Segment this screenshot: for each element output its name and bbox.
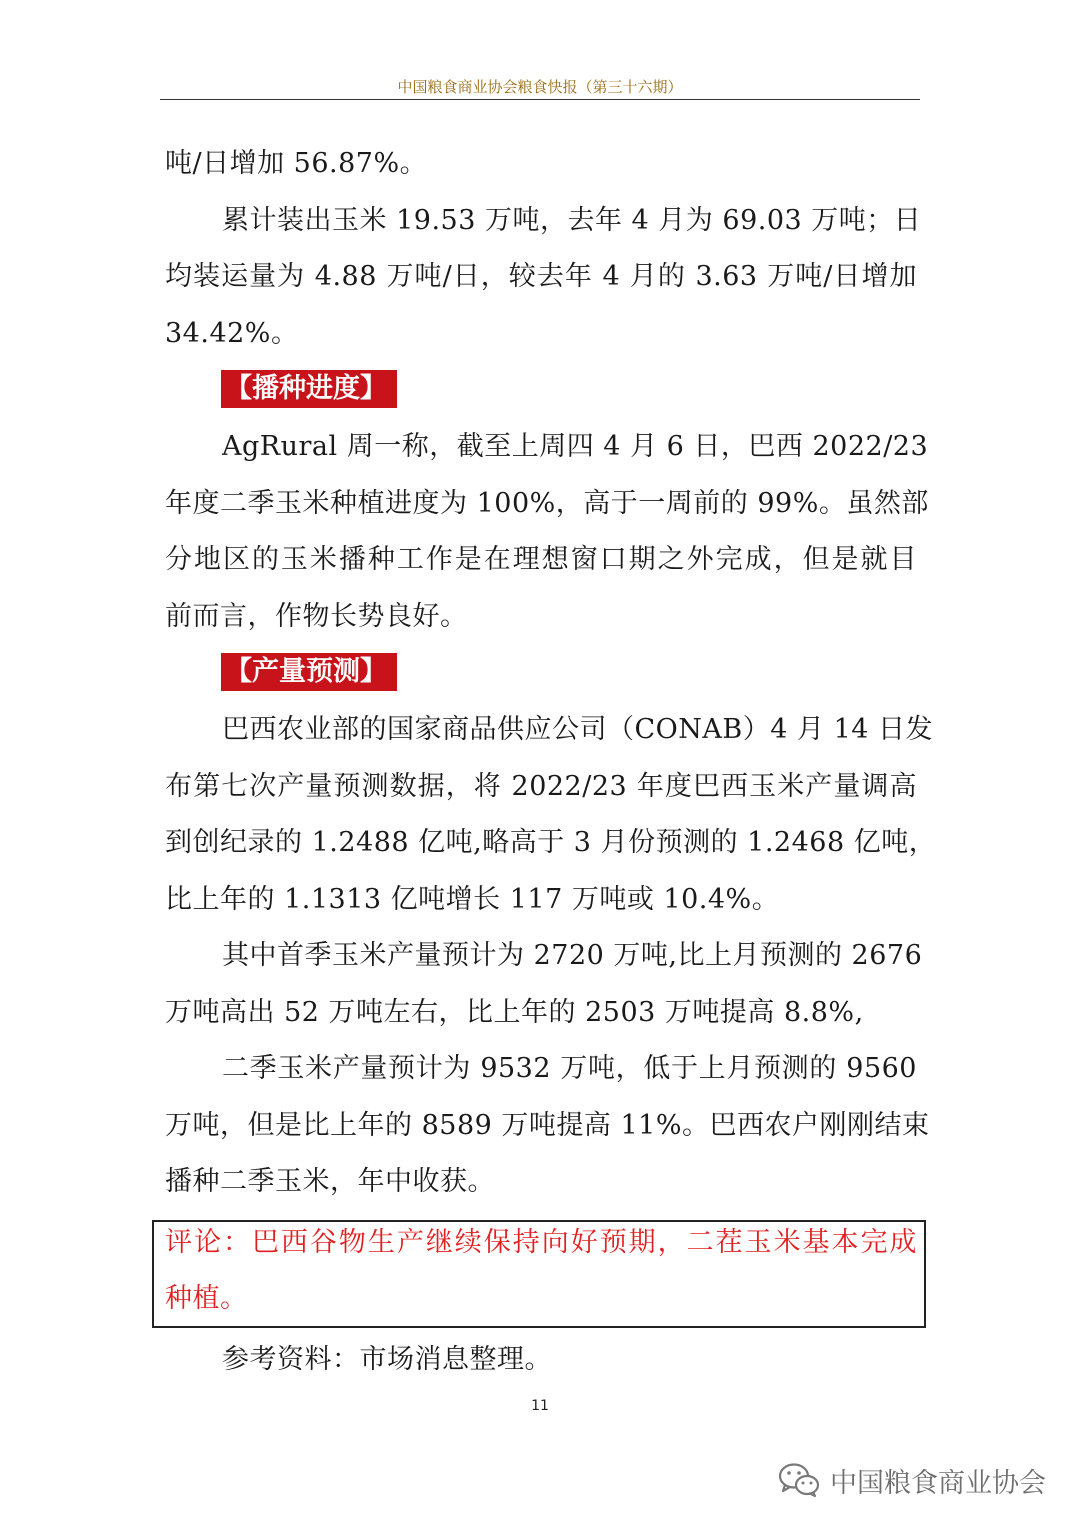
comment-line: 种植。 [165, 1283, 248, 1314]
paragraph-line: 播种二季玉米，年中收获。 [165, 1166, 495, 1197]
wechat-icon [778, 1462, 820, 1498]
paragraph-line: 二季玉米产量预计为 9532 万吨，低于上月预测的 9560 [222, 1053, 917, 1084]
reference-note: 参考资料：市场消息整理。 [222, 1344, 552, 1375]
paragraph-line: 累计装出玉米 19.53 万吨，去年 4 月为 69.03 万吨；日 [222, 205, 922, 236]
paragraph-line: 到创纪录的 1.2488 亿吨,略高于 3 月份预测的 1.2468 亿吨， [165, 827, 937, 858]
section-heading-forecast: 【产量预测】 [221, 653, 397, 691]
paragraph-line: 分地区的玉米播种工作是在理想窗口期之外完成，但是就目 [165, 544, 917, 575]
paragraph-line: 34.42%。 [165, 318, 299, 349]
paragraph-line: 巴西农业部的国家商品供应公司（CONAB）4 月 14 日发 [222, 714, 934, 745]
comment-line: 评论：巴西谷物生产继续保持向好预期，二茬玉米基本完成 [165, 1227, 917, 1258]
page-number: 11 [531, 1398, 549, 1414]
paragraph-line: 万吨，但是比上年的 8589 万吨提高 11%。巴西农户刚刚结束 [165, 1110, 930, 1141]
section-heading-sowing: 【播种进度】 [221, 370, 397, 408]
paragraph-line: 前而言，作物长势良好。 [165, 601, 468, 632]
paragraph-line: 年度二季玉米种植进度为 100%，高于一周前的 99%。虽然部 [165, 488, 929, 519]
header-title: 中国粮食商业协会粮食快报（第三十六期） [397, 78, 683, 96]
paragraph-line: 布第七次产量预测数据，将 2022/23 年度巴西玉米产量调高 [165, 771, 917, 802]
paragraph-line: 万吨高出 52 万吨左右，比上年的 2503 万吨提高 8.8%, [165, 997, 864, 1028]
paragraph-line: AgRural 周一称，截至上周四 4 月 6 日，巴西 2022/23 [222, 431, 929, 462]
paragraph-line: 比上年的 1.1313 亿吨增长 117 万吨或 10.4%。 [165, 884, 780, 915]
paragraph-line: 吨/日增加 56.87%。 [165, 148, 428, 179]
header-divider [160, 99, 920, 100]
paragraph-line: 其中首季玉米产量预计为 2720 万吨,比上月预测的 2676 [222, 940, 923, 971]
watermark-text: 中国粮食商业协会 [830, 1467, 1046, 1499]
paragraph-line: 均装运量为 4.88 万吨/日，较去年 4 月的 3.63 万吨/日增加 [165, 261, 917, 292]
watermark [778, 1458, 1046, 1502]
